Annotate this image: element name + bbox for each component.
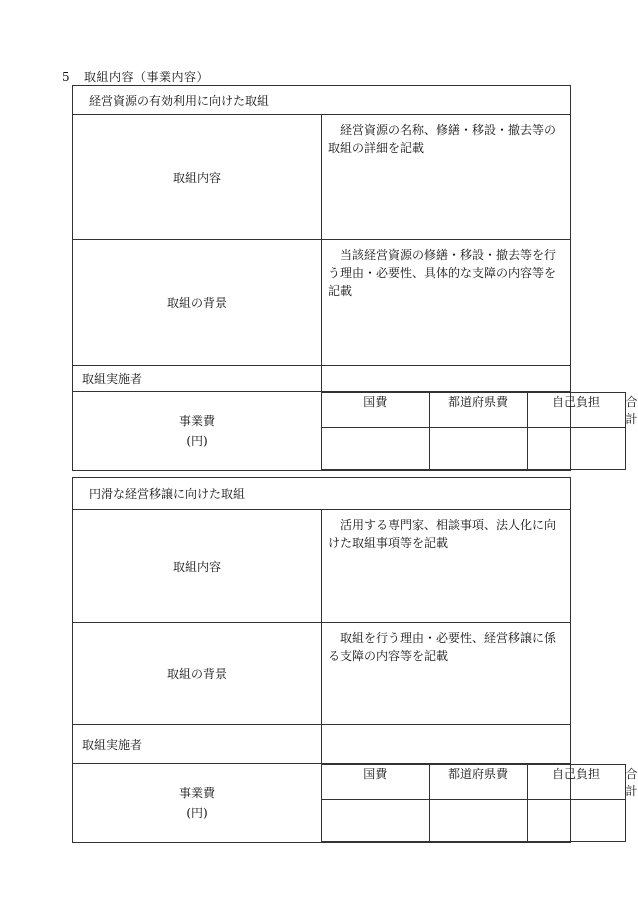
cost-label-line1: 事業費 (178, 414, 215, 428)
implementer-field[interactable] (322, 366, 571, 392)
cost-header-prefecture: 都道府県費 (429, 393, 527, 428)
cost-input-national[interactable] (322, 428, 429, 470)
implementer-label: 取組実施者 (73, 366, 322, 392)
cost-input-self[interactable] (527, 428, 625, 470)
content-label: 取組内容 (73, 510, 322, 623)
background-label: 取組の背景 (73, 623, 322, 725)
cost-label-line1: 事業費 (178, 786, 215, 800)
cost-header-national: 国費 (322, 765, 429, 800)
section-number: 5 (62, 70, 71, 84)
cost-grid-cell (322, 764, 638, 843)
content-label: 取組内容 (73, 115, 322, 240)
content-field[interactable] (322, 510, 571, 623)
cost-header-prefecture: 都道府県費 (429, 765, 527, 800)
cost-input-prefecture[interactable] (429, 428, 527, 470)
cost-header-self: 自己負担 (527, 765, 625, 800)
implementer-field[interactable] (322, 725, 571, 764)
cost-header-national: 国費 (322, 393, 429, 428)
cost-input-self[interactable] (527, 800, 625, 842)
cost-grid-cell (322, 392, 638, 471)
background-description: 取組を行う理由・必要性、経営移譲に係る支障の内容等を記載 (328, 631, 557, 663)
management-transfer-block (72, 477, 638, 843)
content-description: 活用する専門家、相談事項、法人化に向けた取組事項等を記載 (328, 518, 557, 550)
cost-grid: 国費 都道府県費 自己負担 合計 (322, 392, 626, 470)
cost-header-self: 自己負担 (527, 393, 625, 428)
block-title: 円滑な経営移譲に向けた取組 (73, 478, 571, 510)
content-description: 経営資源の名称、修繕・移設・撤去等の取組の詳細を記載 (328, 123, 557, 155)
resource-utilization-table (72, 85, 638, 471)
background-field[interactable] (322, 240, 571, 366)
background-description: 当該経営資源の修繕・移設・撤去等を行う理由・必要性、具体的な支障の内容等を記載 (328, 248, 557, 298)
cost-label (73, 392, 322, 471)
resource-utilization-block (72, 85, 638, 471)
section-heading-text: 取組内容（事業内容） (84, 70, 210, 84)
cost-input-prefecture[interactable] (429, 800, 527, 842)
block-title: 経営資源の有効利用に向けた取組 (73, 86, 571, 115)
background-label: 取組の背景 (73, 240, 322, 366)
cost-label (73, 764, 322, 843)
cost-input-national[interactable] (322, 800, 429, 842)
cost-label-line2: (円) (186, 806, 208, 820)
implementer-label: 取組実施者 (73, 725, 322, 764)
section-heading (62, 68, 209, 85)
cost-grid: 国費 都道府県費 自己負担 合計 (322, 764, 626, 842)
management-transfer-table (72, 477, 638, 843)
content-field[interactable] (322, 115, 571, 240)
cost-label-line2: (円) (186, 434, 208, 448)
background-field[interactable] (322, 623, 571, 725)
